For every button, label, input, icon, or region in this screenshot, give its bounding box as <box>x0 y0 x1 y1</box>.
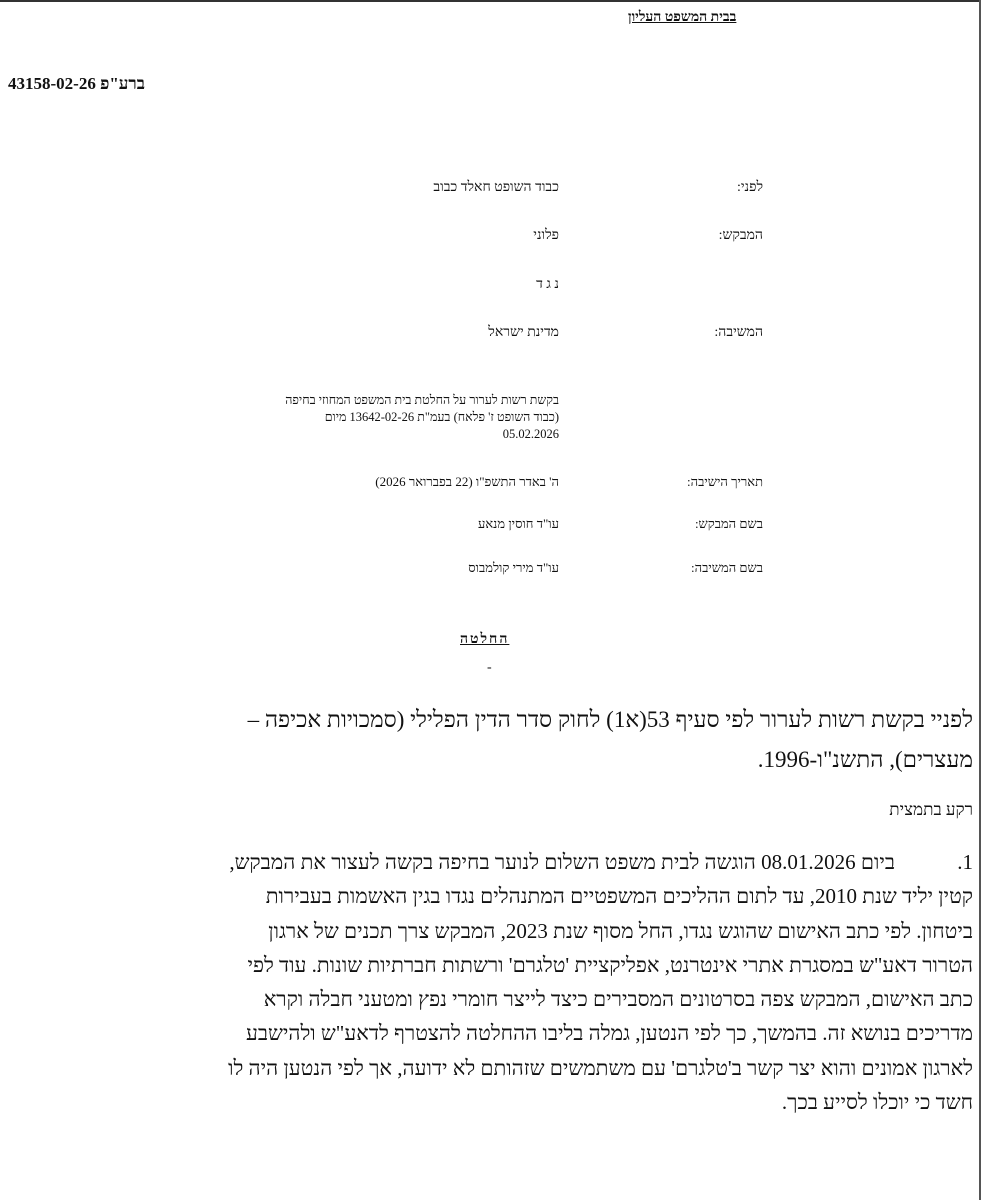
respondent-counsel-label: בשם המשיבה: <box>691 560 763 575</box>
versus-text: נ ג ד <box>536 277 559 292</box>
paragraph-line: מדריכים בנושא זה. בהמשך, כך לפי הנטען, גמלה בליבו ההחלטה להצטרף לדאע"ש ולהישבע <box>246 1021 973 1046</box>
decision-intro <box>248 700 973 780</box>
paragraph-line: קטין יליד שנת 2010, עד לתום ההליכים המשפטיים המתנהלים נגדו בגין האשמות בעבירות <box>265 884 973 909</box>
request-description <box>209 392 559 443</box>
hearing-date-value: ה' באדר התשפ"ו (22 בפברואר 2026) <box>375 474 559 489</box>
applicant-counsel-label: בשם המבקש: <box>694 516 763 531</box>
paragraph-line: כתב האישום, המבקש צפה בסרטונים המסבירים כיצד לייצר חומרי נפץ ומטעני חבלה וקרא <box>263 987 973 1012</box>
respondent-label: המשיבה: <box>714 325 763 340</box>
paragraph-line: לארגון אמונים והוא יצר קשר ב'טלגרם' עם משתמשים שזהותם לא ידועה, אך לפי הנטען היה לו <box>228 1055 973 1080</box>
before-label: לפני: <box>737 180 763 195</box>
background-heading: רקע בתמצית <box>889 800 973 819</box>
before-value: כבוד השופט חאלד כבוב <box>433 180 559 195</box>
decision-dash: - <box>487 660 492 675</box>
hearing-date-label: תאריך הישיבה: <box>686 474 763 489</box>
paragraph-1 <box>13 845 973 1119</box>
paragraph-line-text: ביום 08.01.2026 הוגשה לבית משפט השלום לנוער בחיפה בקשה לעצור את המבקש, <box>229 850 895 874</box>
request-line: בקשת רשות לערור על החלטת בית המשפט המחוזי בחיפה <box>285 393 559 407</box>
intro-line: מעצרים), התשנ"ו-1996. <box>757 747 973 772</box>
paragraph-line: ביטחון. לפי כתב האישום שהוגש נגדו, החל מסוף שנת 2023, המבקש צרך תכנים של ארגון <box>268 918 973 943</box>
intro-line: לפניי בקשת רשות לערור לפי סעיף 53(א1) לחוק סדר הדין הפלילי (סמכויות אכיפה – <box>247 707 973 732</box>
applicant-value: פלוני <box>533 228 559 243</box>
page-top-border <box>0 0 981 2</box>
applicant-label: המבקש: <box>718 228 763 243</box>
decision-title: החלטה <box>460 632 510 647</box>
respondent-value: מדינת ישראל <box>488 325 559 340</box>
respondent-counsel-value: עו"ד מירי קולמבוס <box>468 560 559 575</box>
court-name: בבית המשפט העליון <box>628 10 737 25</box>
paragraph-line <box>13 845 973 879</box>
paragraph-line: הטרור דאע"ש במסגרת אתרי אינטרנט, אפליקציית 'טלגרם' ורשתות חברתיות שונות. עוד לפי <box>247 952 973 977</box>
paragraph-line: חשד כי יוכלו לסייע בכך. <box>781 1090 973 1115</box>
request-line: (כבוד השופט ז' פלאח) בעמ"ת 13642-02-26 מיום <box>324 410 559 424</box>
applicant-counsel-value: עו"ד חוסין מנאע <box>478 516 559 531</box>
request-line: 05.02.2026 <box>502 427 559 441</box>
case-number: ברע"פ 43158-02-26 <box>8 74 145 93</box>
paragraph-number: 1. <box>957 850 973 874</box>
